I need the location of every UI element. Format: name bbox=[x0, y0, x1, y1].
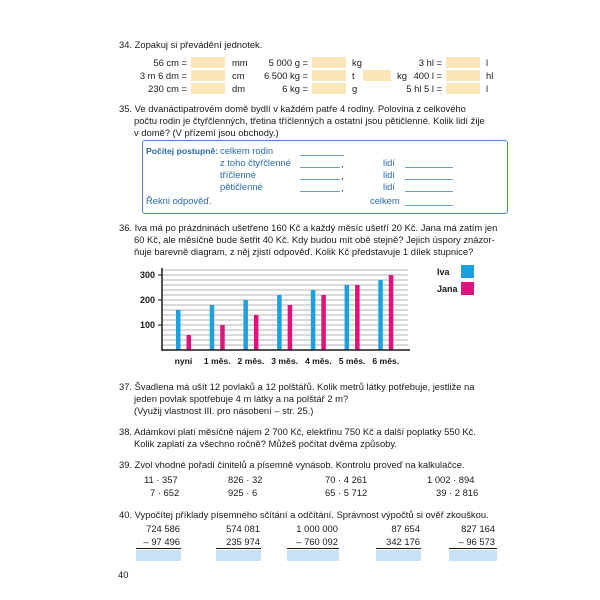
bar-iva bbox=[210, 305, 215, 350]
conv-r3-c1: 230 cm = bbox=[148, 83, 187, 94]
sum-line bbox=[376, 548, 421, 549]
column-bottom: 235 974 bbox=[226, 536, 260, 547]
label-three-member: tříčlenné bbox=[220, 169, 256, 180]
bar-jana bbox=[321, 295, 326, 350]
y-tick-label: 200 bbox=[139, 295, 155, 305]
ex37-line2: jeden povlak spotřebuje 4 m látky a na polštář 2 m? bbox=[134, 393, 349, 404]
mult-problem: 925 · 6 bbox=[228, 487, 258, 498]
legend-label: Iva bbox=[437, 267, 450, 277]
x-tick-label: 5 měs. bbox=[338, 356, 366, 366]
bar-jana bbox=[254, 315, 259, 350]
x-tick-label: 1 měs. bbox=[203, 356, 231, 366]
result-field[interactable] bbox=[287, 550, 339, 561]
unit-label: dm bbox=[232, 83, 246, 94]
mult-problem: 65 · 5 712 bbox=[325, 487, 368, 498]
ex37-line3: (Využij vlastnost III. pro násobení – str. 25.) bbox=[134, 405, 314, 416]
x-tick-label: nyní bbox=[174, 356, 193, 366]
label-total-families: celkem rodin bbox=[220, 145, 274, 156]
result-field[interactable] bbox=[449, 550, 497, 561]
column-top: 574 081 bbox=[226, 523, 260, 534]
unit-label: cm bbox=[232, 70, 245, 81]
unit-label: l bbox=[486, 83, 489, 94]
conv-r3-c3: 5 hl 5 l = bbox=[406, 83, 442, 94]
mult-problem: 11 · 357 bbox=[144, 474, 178, 485]
ex36-line1: 36. Iva má po prázdninách ušetřeno 160 Kč a každý měsíc ušetří 20 Kč. Jana má zatím jen bbox=[119, 222, 498, 233]
ex35-line3: v domě? (V přízemí jsou obchody.) bbox=[134, 127, 279, 138]
bar-iva bbox=[243, 300, 248, 350]
ex36-line3: ňuje barevně diagram, z něj zjistí odpověď. Kolik Kč představuje 1 dílek stupnice? bbox=[134, 246, 474, 257]
mult-problem: 7 · 652 bbox=[150, 487, 180, 498]
bar-jana bbox=[288, 305, 293, 350]
legend-label: Jana bbox=[437, 284, 458, 294]
x-tick-label: 2 měs. bbox=[237, 356, 265, 366]
result-field[interactable] bbox=[376, 550, 421, 561]
x-tick-label: 6 měs. bbox=[372, 356, 400, 366]
ex39-text: 39. Zvol vhodné pořadí činitelů a písemně vynásob. Kontrolu proveď na kalkulačce. bbox=[119, 459, 465, 470]
bar-iva bbox=[277, 295, 282, 350]
bar-iva bbox=[176, 310, 181, 350]
y-tick-label: 300 bbox=[139, 270, 155, 280]
result-field[interactable] bbox=[136, 550, 181, 561]
mult-problem: 39 · 2 816 bbox=[436, 487, 479, 498]
bar-jana bbox=[389, 275, 394, 350]
column-bottom: 342 176 bbox=[386, 536, 420, 547]
column-top: 827 164 bbox=[461, 523, 495, 534]
say-answer: Řekni odpověď. bbox=[146, 195, 212, 206]
conv-r2-c3: 400 l = bbox=[413, 70, 442, 81]
sum-line bbox=[136, 548, 181, 549]
comma: , bbox=[341, 158, 344, 169]
ex35-line2: počtu rodin je čtyřčlenných, třetina tříčlenných a ostatní jsou pětičlenné. Kolik lidí žije bbox=[134, 115, 485, 126]
legend-swatch bbox=[461, 265, 474, 278]
bar-iva bbox=[345, 285, 350, 350]
unit-label: t bbox=[352, 70, 355, 81]
unit-label: g bbox=[352, 83, 358, 94]
sum-line bbox=[449, 548, 497, 549]
bar-jana bbox=[220, 325, 225, 350]
help-title: Počítej postupně: bbox=[146, 146, 219, 156]
unit-label: l bbox=[486, 57, 489, 68]
unit-label: mm bbox=[232, 57, 248, 68]
sum-line bbox=[216, 548, 261, 549]
comma: , bbox=[341, 170, 344, 181]
column-bottom: – 96 573 bbox=[458, 536, 495, 547]
column-top: 1 000 000 bbox=[296, 523, 338, 534]
column-bottom: – 97 496 bbox=[143, 536, 180, 547]
label-total: celkem bbox=[370, 195, 400, 206]
unit-label: kg bbox=[397, 70, 407, 81]
column-top: 87 654 bbox=[391, 523, 420, 534]
result-field[interactable] bbox=[216, 550, 261, 561]
sum-line bbox=[287, 548, 339, 549]
conv-r2-c1: 3 m 6 dm = bbox=[139, 70, 187, 81]
conv-r3-c2: 6 kg = bbox=[282, 83, 308, 94]
label-four-member: z toho čtyřčlenné bbox=[220, 157, 291, 168]
ex37-line1: 37. Švadlena má ušít 12 povlaků a 12 polštářů. Kolik metrů látky potřebuje, jestliže na bbox=[119, 381, 475, 392]
label-people: lidí bbox=[383, 181, 395, 192]
ex38-line2: Kolik zaplatí za všechno ročně? Můžeš počítat dvěma způsoby. bbox=[134, 438, 397, 449]
comma: , bbox=[341, 182, 344, 193]
ex34-text: 34. Zopakuj si převádění jednotek. bbox=[119, 39, 263, 50]
mult-problem: 826 · 32 bbox=[228, 474, 263, 485]
ex36-line2: 60 Kč, ale měsíčně bude šetřit 40 Kč. Kdy budou mít obě stejně? Jejich úspory znázor- bbox=[134, 234, 495, 245]
conv-r2-c2: 6 500 kg = bbox=[263, 70, 308, 81]
x-tick-label: 4 měs. bbox=[304, 356, 332, 366]
mult-problem: 70 · 4 261 bbox=[325, 474, 368, 485]
conv-r1-c1: 56 cm = bbox=[153, 57, 187, 68]
legend-swatch bbox=[461, 282, 474, 295]
bar-iva bbox=[378, 280, 383, 350]
label-people: lidí bbox=[383, 169, 395, 180]
ex35-line1: 35. Ve dvanáctipatrovém domě bydlí v každém patře 4 rodiny. Polovina z celkového bbox=[119, 103, 466, 114]
page-number: 40 bbox=[118, 569, 129, 580]
x-tick-label: 3 měs. bbox=[271, 356, 299, 366]
bar-iva bbox=[311, 290, 316, 350]
bar-jana bbox=[355, 285, 360, 350]
column-bottom: – 760 092 bbox=[296, 536, 338, 547]
bar-jana bbox=[187, 335, 192, 350]
unit-label: kg bbox=[352, 57, 362, 68]
ex38-line1: 38. Adámkovi platí měsíčně nájem 2 700 Kč, elektřinu 750 Kč a další poplatky 550 Kč. bbox=[119, 426, 476, 437]
column-top: 724 586 bbox=[146, 523, 180, 534]
label-people: lidí bbox=[383, 157, 395, 168]
unit-label: hl bbox=[486, 70, 494, 81]
label-five-member: pětičlenné bbox=[220, 181, 263, 192]
conv-r1-c3: 3 hl = bbox=[418, 57, 442, 68]
y-tick-label: 100 bbox=[139, 320, 155, 330]
conv-r1-c2: 5 000 g = bbox=[268, 57, 308, 68]
ex40-text: 40. Vypočítej příklady písemného sčítání a odčítání. Správnost výpočtů si ověř zkouškou. bbox=[119, 509, 489, 520]
mult-problem: 1 002 · 894 bbox=[427, 474, 475, 485]
